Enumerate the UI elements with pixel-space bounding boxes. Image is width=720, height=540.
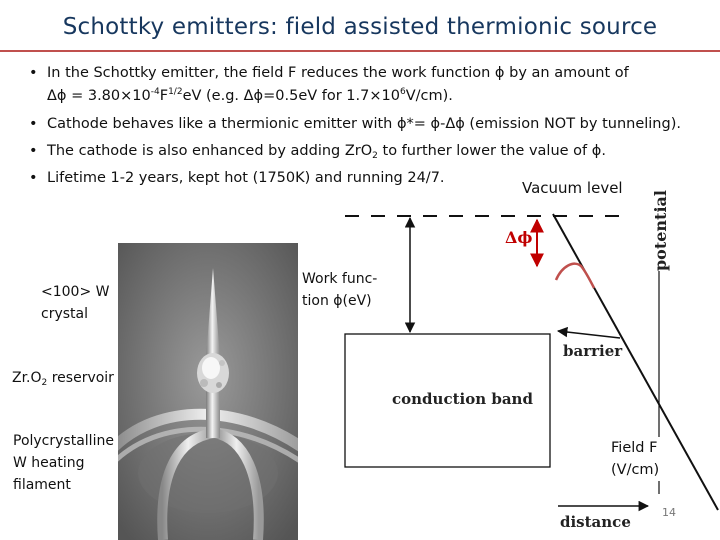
bullet-dot-icon: • [29, 65, 38, 81]
bullet-1-text-a: In the Schottky emitter, the field F reduces the work function [47, 65, 491, 81]
bullet-1-formula-d: V/cm). [405, 88, 453, 104]
bullet-2-text: Cathode behaves like a thermionic emitter with ϕ*= ϕ-Δϕ (emission NOT by tunneling). [47, 116, 681, 132]
work-function-label-line2: tion ϕ(eV) [302, 293, 372, 309]
bullet-dot-icon: • [29, 170, 38, 186]
bullet-3-sub: 2 [372, 151, 378, 161]
work-function-label-line1: Work func- [302, 271, 378, 287]
w-crystal-label-line2: crystal [41, 306, 88, 322]
work-function-label [302, 268, 377, 312]
barrier-curve [556, 264, 594, 288]
barrier-label: barrier [563, 342, 623, 360]
barrier-pointer-arrow [558, 331, 620, 338]
w-crystal-label-line1: <100> W [41, 284, 110, 300]
bullet-4-text: Lifetime 1-2 years, kept hot (1750K) and running 24/7. [47, 170, 445, 186]
field-label-line2: (V/cm) [611, 462, 660, 478]
bullet-1-phi: ϕ [494, 65, 505, 81]
bullet-1-formula-a: Δϕ = 3.80×10 [47, 88, 151, 104]
bullet-1-formula-c: eV (e.g. Δϕ=0.5eV for 1.7×10 [182, 88, 400, 104]
bullet-1-exp-2: 1/2 [168, 87, 183, 97]
slide-title: Schottky emitters: field assisted thermionic source [62, 14, 658, 40]
conduction-band-label: conduction band [392, 390, 533, 408]
vacuum-level-label: Vacuum level [522, 179, 623, 197]
bullet-1-formula-b: F [159, 88, 169, 104]
bullet-dot-icon: • [29, 116, 38, 132]
bullet-1-exp-1: -4 [150, 87, 160, 97]
delta-phi-label: Δϕ [505, 228, 533, 247]
bullet-3-text-a: The cathode is also enhanced by adding ZrO [47, 143, 373, 159]
bullet-1-text-b: by an amount of [509, 65, 629, 81]
field-label [609, 437, 661, 481]
filament-label-line3: filament [13, 477, 71, 493]
zro2-text-b: reservoir [51, 370, 114, 386]
bullet-dot-icon: • [29, 143, 38, 159]
potential-axis-label: potential [651, 190, 670, 271]
bullet-1-exp-3: 6 [399, 87, 406, 97]
filament-label-line2: W heating [13, 455, 85, 471]
zro2-text-a: Zr.O [12, 370, 42, 386]
slide-number: 14 [662, 506, 676, 519]
filament-label-line1: Polycrystalline [13, 433, 114, 449]
bullet-3-text-b: to further lower the value of ϕ. [382, 143, 606, 159]
zro2-sub: 2 [41, 378, 48, 388]
distance-axis-label: distance [560, 513, 631, 531]
field-label-line1: Field F [611, 440, 658, 456]
